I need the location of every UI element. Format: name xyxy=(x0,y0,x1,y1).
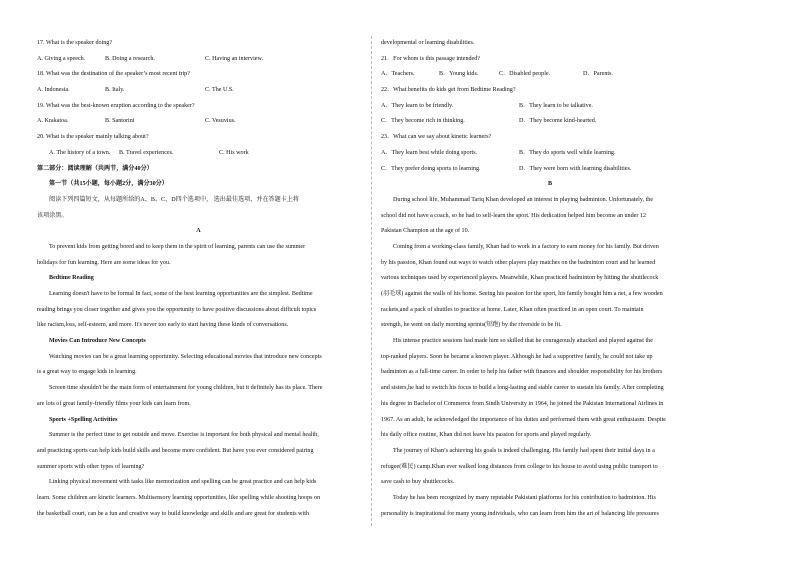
passage-b-text: refugee(难民) camp.Khan ever walked long distances from college to his house to avoid using public transport to xyxy=(381,463,658,470)
subheading-sports-spelling: Sports +Spelling Activities xyxy=(49,416,118,423)
question-18: 18. What was the destination of the speaker’s most recent trip? xyxy=(37,71,190,78)
option-a: A. Indonesia. xyxy=(37,87,70,94)
passage-a-text: To prevent kids from getting bored and to keep them in the spirit of learning, parents can use the summer xyxy=(49,243,306,250)
question-22: 22．What benefits do kids get from Bedtime Reading? xyxy=(381,87,516,94)
passage-b-text: His intense practice sessions had made him so skilled that he courageously attacked and played against the xyxy=(393,338,653,345)
option-c: C. The U.S. xyxy=(205,87,234,94)
passage-b-text: top-ranked players. Soon he became a known player. Although he had a supportive family, he could not take up xyxy=(381,353,653,360)
passage-b-text: by his passion, Khan found out ways to watch other players play matches on the badminton court and he learned xyxy=(381,259,656,266)
question-19: 19. What was the best-known eruption according to the speaker? xyxy=(37,102,195,109)
option-b: B. Italy. xyxy=(105,87,125,94)
option-d: D．They become kind-hearted. xyxy=(519,118,597,125)
passage-a-text: the basketball court, can be a fun and creative way to build knowledge and skills and are great for students with xyxy=(37,510,309,517)
passage-a-text: like racism,loss, self-esteem, and more. It's never too early to start having these kinds of conversations. xyxy=(37,322,289,329)
option-b: B. Doing a research. xyxy=(105,55,155,62)
passage-a-text: Learning doesn't have to be formal In fact, some of the best learning opportunities are the simplest. Bedtime xyxy=(49,291,313,297)
question-23: 23．What can we say about kinetic learners? xyxy=(381,134,492,141)
passage-a-text: are lots of great family-friendly films your kids can learn from. xyxy=(37,400,191,407)
passage-a-text: and practicing sports can help kids build skills and become more confident. But have you ever considered pairing xyxy=(37,447,314,454)
passage-b-text: and sisters,he had to switch his focus to build a long-lasting and stable career to sustain his family. After completing xyxy=(381,385,664,392)
option-c: C．They prefer doing sports to learning. xyxy=(381,165,481,172)
right-column xyxy=(381,36,719,522)
passage-b-text: Pakistan Champion at the age of 10. xyxy=(381,228,470,235)
option-b: B．They learn to be talkative. xyxy=(519,102,593,109)
option-c: C. Vesuvius. xyxy=(205,118,236,125)
passage-a-text: summer sports with other types of learning? xyxy=(37,463,145,470)
question-18-options xyxy=(37,83,360,99)
left-column xyxy=(37,36,360,522)
passage-b-text: 1967. As an adult, he acknowledged the importance of his duties and performed them with great enthusiasm. Despite xyxy=(381,416,666,423)
section-1-heading: 第一节（共15小题，每小题2分，满分30分） xyxy=(49,181,168,188)
question-20: 20. What is the speaker mainly talking about? xyxy=(37,134,149,141)
passage-b-text: Coming from a working-class family, Khan had to work in a factory to earn money for his family. But driven xyxy=(393,243,659,250)
option-c: C. His work xyxy=(219,149,249,156)
passage-a-continuation: developmental or learning disabilities. xyxy=(381,40,475,46)
passage-a-text: learn. Some children are kinetic learners. Multisensory learning opportunities, like spelling while shooting hoops on xyxy=(37,494,321,501)
question-19-options xyxy=(37,114,360,130)
passage-a-text: Summer is the perfect time to get outside and move. Exercise is important for both physical and mental health, xyxy=(49,432,319,439)
subheading-movies: Movies Can Introduce New Concepts xyxy=(49,338,146,345)
question-17: 17. What is the speaker doing? xyxy=(37,40,113,46)
option-b: B. Santorini xyxy=(105,118,135,125)
option-b: B．They do sports well while learning. xyxy=(519,149,616,156)
option-a: A. The history of a town. xyxy=(49,149,111,156)
question-22-options-row-2 xyxy=(381,114,719,130)
option-a: A．They learn to be friendly. xyxy=(381,102,454,109)
instructions-line-1: 阅读下列四篇短文，从每题所给的A、B、C、D四个选项中， 选出最佳选项，并在答题卡上将 xyxy=(49,196,300,203)
option-a: A．They learn best while doing sports. xyxy=(381,149,478,156)
passage-b-text: badminton as a full-time career. In order to help his father with finances and shoulder responsibility for his brothers xyxy=(381,369,663,376)
passage-b-text: (羽毛球) against the walls of his home. Seeing his passion for the sport, his family bought him a net, a few wooden xyxy=(381,291,663,297)
column-divider xyxy=(371,36,372,526)
option-c: C．They become rich in thinking. xyxy=(381,118,465,125)
option-b: B．Young kids. xyxy=(439,71,479,78)
passage-b-title: B xyxy=(547,181,553,188)
passage-a-title: A xyxy=(196,228,201,235)
instructions-line-2: 该项涂黑。 xyxy=(37,212,68,219)
passage-b-text: various techniques used by experienced players. Meanwhile, Khan practiced badminton by hitting the shuttlecock xyxy=(381,275,659,282)
passage-a-text: Screen time shouldn't be the main form of entertainment for young children, but it definitely has its place. There xyxy=(49,385,323,392)
question-17-options xyxy=(37,52,360,68)
passage-b-text: strength, he went on daily morning sprints(短跑) by the riverside to be fit. xyxy=(381,322,562,329)
passage-b-text: his daily office routine, Khan did not leave his passion for sports and played regularly. xyxy=(381,432,592,439)
passage-a-text: Linking physical movement with tasks like memorization and spelling can be great practice and can help kids xyxy=(49,479,317,486)
question-21: 21．For whom is this passage intended? xyxy=(381,55,481,62)
part-2-heading: 第二部分：阅读理解（共两节，满分40分） xyxy=(37,165,153,172)
passage-b-text: his degree in Bachelor of Commerce from Sindh University in 1964, he joined the Pakistan International Airlines in xyxy=(381,400,664,407)
passage-a-text: is a great way to engage kids in learning. xyxy=(37,369,137,376)
question-22-options-row-1 xyxy=(381,99,719,115)
passage-b-text: personality is inspirational for many young individuals, who can learn from him the art of balancing life pressures xyxy=(381,510,659,517)
passage-a-text: holidays for fun learning. Here are some ideas for you. xyxy=(37,259,171,266)
passage-b-text: The journey of Khan’s achieving his goals is indeed challenging. His family had spent their initial days in a xyxy=(393,447,655,454)
option-d: D．Parents. xyxy=(583,71,613,78)
question-23-options-row-1 xyxy=(381,146,719,162)
option-a: A. Krakatoa. xyxy=(37,118,69,125)
option-c: C. Having an interview. xyxy=(205,55,263,62)
question-21-options xyxy=(381,67,719,83)
passage-a-text: reading brings you closer together and gives you the opportunity to have positive discussions about difficult topics xyxy=(37,306,317,313)
passage-b-text: Today he has been recognized by many reputable Pakistani platforms for his contribution to badminton. His xyxy=(393,494,656,501)
subheading-bedtime-reading: Bedtime Reading xyxy=(49,275,94,282)
option-b: B. Travel experiences. xyxy=(119,149,174,156)
option-c: C．Disabled people. xyxy=(499,71,551,78)
passage-b-text: rackets,and a pack of shuttles to practice at home. Later, Khan often practiced in an open court. To maintain xyxy=(381,306,644,313)
passage-b-text: school did not have a coach, so he had to self-learn the sport. His dedication helped him become an under 12 xyxy=(381,212,646,219)
passage-a-text: Watching movies can be a great learning opportunity. Selecting educational movies that introduce new concepts xyxy=(49,353,322,360)
option-d: D．They were born with learning disabilities. xyxy=(519,165,632,172)
passage-b-text: save cash to buy shuttlecocks. xyxy=(381,479,455,486)
passage-b-text: During school life, Muhammad Tariq Khan developed an interest in playing badminton. Unfortunately, the xyxy=(393,196,654,203)
question-23-options-row-2 xyxy=(381,162,719,178)
option-a: A. Giving a speech. xyxy=(37,55,86,62)
option-a: A．Teachers. xyxy=(381,71,415,78)
question-20-options xyxy=(37,146,360,162)
